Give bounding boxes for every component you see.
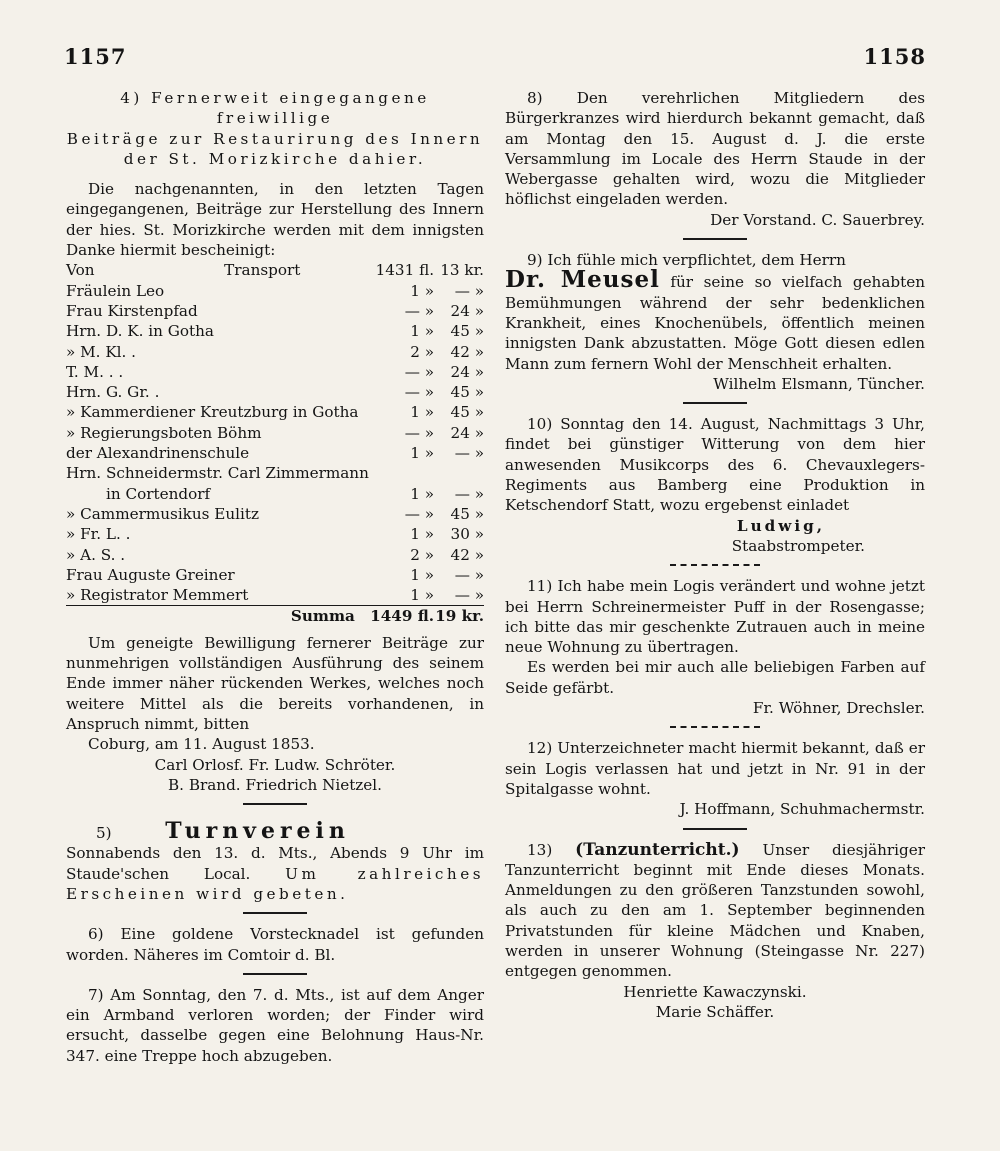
donor-name: Hrn. D. K. in Gotha: [66, 322, 214, 341]
donor-name: in Cortendorf: [106, 484, 211, 503]
donor-kr: — »: [454, 565, 484, 584]
donor-kr: 45 »: [450, 383, 484, 402]
item13-text-block: [505, 840, 925, 982]
donation-row: [66, 423, 484, 443]
donor-name: Frau Kirstenpfad: [66, 301, 198, 320]
donor-name: » Kammerdiener Kreutzburg in Gotha: [66, 403, 359, 422]
donation-row: [66, 281, 484, 301]
donation-row: [66, 362, 484, 382]
sum-fl: 1449 fl.: [370, 607, 435, 626]
item9-body: [505, 266, 925, 373]
table-head-kr: 13 kr.: [440, 261, 484, 280]
item13-text: Unser diesjähriger Tanzunterricht beginnt mit Ende dieses Monats. Anmeldungen zu den größeren Tanzstunden sowohl, als auch zu den am 1. September beginnenden Privatstunden für kleine Mädchen und Knaben, werden in unserer Wohnung (Steingasse Nr. 227) entgegen genommen.: [505, 840, 925, 981]
donation-row: [66, 402, 484, 422]
item9-doctor-name: Dr. Meusel: [505, 266, 660, 294]
item10-signature-title: Staabstrompeter.: [731, 536, 865, 555]
donor-name: » Fr. L. .: [66, 525, 131, 544]
item5-title: Turnverein: [165, 818, 350, 845]
divider: [243, 973, 307, 975]
donor-fl: 1 »: [410, 322, 435, 341]
item5-number: 5): [96, 824, 112, 843]
donation-row: [66, 524, 484, 544]
item11-text2: Es werden bei mir auch alle beliebigen Farben auf Seide gefärbt.: [505, 658, 925, 697]
donor-name: der Alexandrinenschule: [66, 444, 250, 463]
item5-text-b: Um zahlreiches Erscheinen wird gebeten.: [66, 864, 484, 903]
donation-table-head: [66, 260, 484, 280]
item4-heading-line2: Beiträge zur Restaurirung des Innern: [66, 129, 484, 148]
donor-name: Frau Auguste Greiner: [66, 565, 235, 584]
divider: [683, 238, 747, 240]
sum-kr: 19 kr.: [435, 607, 484, 626]
donor-kr: 42 »: [450, 342, 484, 361]
donor-kr: — »: [454, 484, 484, 503]
divider: [243, 912, 307, 914]
item13-signature-2: Marie Schäffer.: [655, 1002, 775, 1021]
item4-signers-1: Carl Orlosf. Fr. Ludw. Schröter.: [154, 755, 396, 774]
item6-text: 6) Eine goldene Vorstecknadel ist gefunden worden. Näheres im Comtoir d. Bl.: [66, 925, 484, 964]
table-head-label: Von: [66, 261, 95, 280]
item9-signature: Wilhelm Elsmann, Tüncher.: [713, 374, 925, 393]
item4-heading-line3: der St. Morizkirche dahier.: [123, 149, 427, 168]
donor-fl: 1 »: [410, 525, 435, 544]
donor-fl: [369, 463, 434, 483]
donation-row: [66, 504, 484, 524]
donation-row: [66, 382, 484, 402]
donation-row: [66, 565, 484, 585]
item5-text: [66, 843, 484, 904]
donor-fl: 1 »: [410, 281, 435, 300]
item10-signature-name: Ludwig,: [736, 516, 825, 535]
divider: [243, 803, 307, 805]
item12-text: 12) Unterzeichneter macht hiermit bekannt, daß er sein Logis verlassen hat und jetzt in Nr. 91 in der Spitalgasse wohnt.: [505, 739, 925, 798]
item10-text: 10) Sonntag den 14. August, Nachmittags 3 Uhr, findet bei günstiger Witterung von dem hier anwesenden Musikcorps des 6. Chevauxlegers-Regiments aus Bamberg eine Produktion in Ketschendorf Statt, wozu ergebenst einladet: [505, 415, 925, 515]
donor-fl: 2 »: [410, 545, 435, 564]
right-column: [505, 88, 925, 1022]
donor-name: T. M. . .: [66, 362, 124, 381]
donation-row: [66, 484, 484, 504]
donor-name: » Registrator Memmert: [66, 586, 249, 605]
item5-heading: [66, 818, 484, 845]
donation-row: [66, 321, 484, 341]
donor-fl: — »: [404, 301, 435, 320]
divider: [670, 726, 760, 728]
table-head-fl: 1431 fl.: [375, 261, 435, 280]
donor-fl: 1 »: [410, 403, 435, 422]
donor-kr: 24 »: [450, 423, 484, 442]
item4-signers-2: B. Brand. Friedrich Nietzel.: [168, 775, 382, 794]
item7-text: 7) Am Sonntag, den 7. d. Mts., ist auf dem Anger ein Armband verloren worden; der Finder wird ersucht, dasselbe gegen eine Belohnung Haus-Nr. 347. eine Treppe hoch abzugeben.: [66, 985, 484, 1065]
donation-row: [66, 463, 484, 483]
donation-row: [66, 342, 484, 362]
donor-kr: 42 »: [450, 545, 484, 564]
item11-text: 11) Ich habe mein Logis verändert und wohne jetzt bei Herrn Schreinermeister Puff in der Rosengasse; ich bitte das mir geschenkte Zutrauen auch in meine neue Wohnung zu übertragen.: [505, 577, 925, 657]
donation-row: [66, 585, 484, 606]
item4-closing: Um geneigte Bewilligung fernerer Beiträge zur nunmehrigen vollständigen Ausführung des seinem Ende immer näher rückenden Werkes, welches noch weitere Mittel als die bereits vorhandenen, in Anspruch nimmt, bitten: [66, 633, 484, 733]
sum-label: Summa: [66, 606, 369, 627]
page-number-left: 1157: [64, 44, 127, 69]
donor-kr: 30 »: [450, 525, 484, 544]
item9-text: für seine so vielfach gehabten Bemühmungen während der sehr bedenklichen Krankheit, eines Knochenübels, öffentlich meinen innigsten Dank abzustatten. Möge Gott diesen edlen Mann zum fernern Wohl der Menschheit erhalten.: [505, 273, 925, 373]
donor-name: Hrn. Schneidermstr. Carl Zimmermann: [66, 464, 369, 483]
item4-place-date: Coburg, am 11. August 1853.: [88, 735, 315, 754]
donor-kr: — »: [454, 586, 484, 605]
left-column: [66, 88, 484, 1066]
donation-row: [66, 443, 484, 463]
donor-name: Hrn. G. Gr. .: [66, 383, 160, 402]
donor-name: » Cammermusikus Eulitz: [66, 504, 259, 523]
donor-kr: — »: [454, 281, 484, 300]
donor-fl: — »: [404, 383, 435, 402]
item13-signature-1: Henriette Kawaczynski.: [623, 982, 807, 1001]
item13-head: (Tanzunterricht.): [575, 839, 740, 860]
donation-table: [66, 260, 484, 626]
donor-fl: 1 »: [410, 444, 435, 463]
donor-name: » M. Kl. .: [66, 342, 137, 361]
donor-fl: 1 »: [410, 484, 435, 503]
page-number-right: 1158: [863, 44, 926, 69]
donor-kr: 45 »: [450, 403, 484, 422]
donor-fl: 2 »: [410, 342, 435, 361]
divider: [683, 828, 747, 830]
donor-kr: — »: [454, 444, 484, 463]
donor-fl: — »: [404, 362, 435, 381]
donor-name: » A. S. .: [66, 545, 126, 564]
item4-intro: Die nachgenannten, in den letzten Tagen eingegangenen, Beiträge zur Herstellung des Innern der hies. St. Morizkirche werden mit dem innigsten Danke hiermit bescheinigt:: [66, 180, 484, 260]
divider: [683, 402, 747, 404]
item5-text-a: Sonnabends den 13. d. Mts., Abends 9 Uhr im Staude'schen Local.: [66, 844, 484, 883]
table-head-transport: Transport: [224, 261, 301, 280]
donor-name: » Regierungsboten Böhm: [66, 423, 262, 442]
item8-text: 8) Den verehrlichen Mitgliedern des Bürgerkranzes wird hierdurch bekannt gemacht, daß am Montag den 15. August d. J. die erste Versammlung im Locale des Herrn Staude in der Webergasse gehalten wird, wozu die Mitglieder höflichst eingeladen werden.: [505, 89, 925, 209]
item11-signature: Fr. Wöhner, Drechsler.: [752, 699, 925, 718]
donor-kr: [434, 463, 484, 483]
donor-kr: 24 »: [450, 301, 484, 320]
donor-fl: — »: [404, 423, 435, 442]
item12-signature: J. Hoffmann, Schuhmachermstr.: [679, 800, 925, 819]
item13-number: 13): [527, 840, 553, 859]
divider: [670, 564, 760, 566]
item4-heading-line1: 4) Fernerweit eingegangene freiwillige: [120, 89, 430, 128]
donor-kr: 45 »: [450, 504, 484, 523]
donor-kr: 45 »: [450, 322, 484, 341]
donation-row: [66, 545, 484, 565]
donation-row: [66, 301, 484, 321]
donor-fl: 1 »: [410, 565, 435, 584]
donor-name: Fräulein Leo: [66, 281, 165, 300]
donor-fl: — »: [404, 504, 435, 523]
donor-fl: 1 »: [410, 586, 435, 605]
item8-signature: Der Vorstand. C. Sauerbrey.: [710, 210, 925, 229]
item9-lead: 9) Ich fühle mich verpflichtet, dem Herrn: [527, 251, 846, 270]
donor-kr: 24 »: [450, 362, 484, 381]
donation-sum-row: [66, 606, 484, 627]
